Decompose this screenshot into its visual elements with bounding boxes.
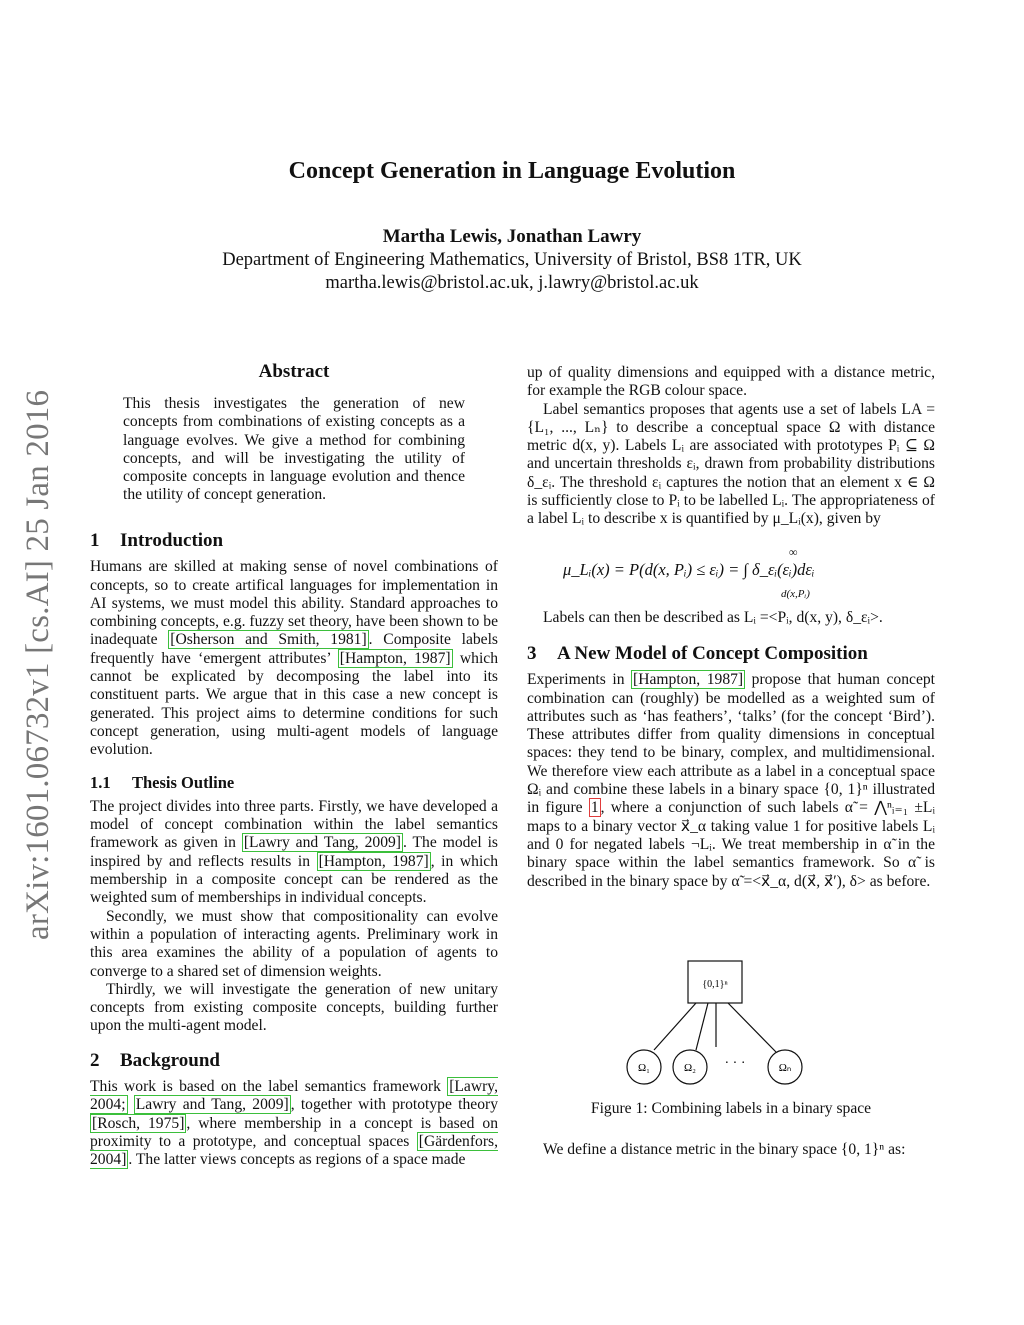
- ellipsis: · · ·: [724, 1056, 746, 1071]
- paper-authors: Martha Lewis, Jonathan Lawry: [382, 226, 642, 247]
- citation-link[interactable]: [Osherson and Smith, 1981]: [170, 631, 367, 649]
- integral-upper-limit: ∞: [789, 544, 798, 559]
- paper-title: Concept Generation in Language Evolution: [288, 158, 736, 184]
- equation-text: μ_Lᵢ(x) = P(d(x, Pᵢ) ≤ εᵢ) = ∫ δ_εᵢ(εᵢ)dεᵢ: [563, 559, 815, 579]
- integral-lower-limit: d(x,Pᵢ): [781, 587, 810, 600]
- edge-2: [696, 1003, 708, 1050]
- section-3-heading: 3 A New Model of Concept Composition: [527, 642, 868, 664]
- citation-link[interactable]: [Lawry and Tang, 2009]: [243, 834, 401, 852]
- paper-emails: martha.lewis@bristol.ac.uk, j.lawry@bristol.ac.uk: [325, 273, 699, 293]
- right-column: [527, 364, 935, 891]
- abstract-text: This thesis investigates the generation of new concepts from combinations of existing concepts as a language evolves. We give a method for combining concepts, and will be investigating the utility of composite concepts in language evolution and thence the utility of concept generation.: [123, 395, 465, 504]
- citation-link[interactable]: [Hampton, 1987]: [633, 671, 744, 689]
- citation-link[interactable]: [Hampton, 1987]: [318, 852, 429, 870]
- subsection-1-1-heading: 1.1 Thesis Outline: [90, 772, 235, 792]
- figure-1-caption: Figure 1: Combining labels in a binary space: [590, 1100, 872, 1117]
- edge-1: [654, 1003, 696, 1050]
- edge-4: [728, 1003, 776, 1052]
- section-1-heading: 1 Introduction: [90, 530, 224, 551]
- paper-affiliation: Department of Engineering Mathematics, University of Bristol, BS8 1TR, UK: [222, 250, 802, 270]
- section-1-paragraph: Humans are skilled at making sense of novel combinations of concepts, so to create artifical languages for implementation in AI systems, we must model this ability. Standard approaches to combining concepts, e.g. fuzzy set theory, have been shown to be inadequate [Osherson and Smith, 1981] . Composite labels frequently have ‘emergent attributes’ [Hampton, 1987] which cannot be explicated by decomposing the label into its constituent parts. We argue that in this case a new concept is generated. This project aims to determine conditions for such concept generation, using multi-agent models of language evolution.: [90, 558, 498, 759]
- citation-link[interactable]: [Rosch, 1975]: [92, 1114, 185, 1132]
- node-label: Ω₁: [637, 1062, 651, 1074]
- subsection-1-1-paragraph-1: The project divides into three parts. Firstly, we have developed a model of concept combination within the label semantics framework as given in [Lawry and Tang, 2009] . The model is inspired by and reflects results in [Hampton, 1987] , in which membership in a composite concept can be rendered as the weighted sum of memberships in individual concepts.: [90, 797, 498, 907]
- abstract-heading: Abstract: [258, 361, 330, 382]
- figure-link[interactable]: 1: [590, 799, 599, 817]
- section-2-heading: 2 Background: [90, 1049, 220, 1071]
- membership-equation: [527, 539, 935, 609]
- citation-link[interactable]: [Hampton, 1987]: [339, 649, 451, 667]
- citation-link[interactable]: Lawry and Tang, 2009]: [135, 1096, 289, 1114]
- figure-1-diagram: [600, 955, 830, 1090]
- section-3-paragraph: Experiments in [Hampton, 1987] propose that human concept combination can (roughly) be modelled as a weighted sum of attributes such as ‘has feathers’, ‘talks’ (for the concept ‘Bird’). These attributes differ from quality dimensions in conceptual spaces: they tend to be binary, complex, and multidimensional. We therefore view each attribute as a label in a conceptual space Ωᵢ and combine these labels in a binary space {0, 1}ⁿ illustrated in figure 1 , where a conjunction of such labels α̃ = ⋀ⁿᵢ₌₁ ±Lᵢ maps to a binary vector x⃗_α taking value 1 for positive labels Lᵢ and 0 for negated labels ¬Lᵢ. We treat membership in α̃ in the binary space within the label semantics framework. So α̃ is described in the binary space by α̃ =<x⃗_α, d(x⃗, x⃗′), δ> as before.: [527, 671, 935, 890]
- subsection-1-1-paragraph-2: Secondly, we must show that compositionality can evolve within a population of interacting agents. Preliminary work in this area examines the ability of a population of agents to converge to a shared set of dimension weights.: [90, 907, 498, 980]
- subsection-1-1-paragraph-3: Thirdly, we will investigate the generation of new unitary concepts from existing composite concepts, building further upon the multi-agent model.: [90, 980, 498, 1035]
- right-paragraph-1: Label semantics proposes that agents use a set of labels LA = {L₁, ..., Lₙ} to describe a conceptual space Ω with distance metric d(x, y). Labels Lᵢ are associated with prototypes Pᵢ ⊆ Ω and uncertain thresholds εᵢ, drawn from probability distributions δ_εᵢ. The threshold εᵢ captures the notion that an element x ∈ Ω is sufficiently close to Pᵢ to be labelled Lᵢ. The appropriateness of a label Lᵢ to describe x is quantified by μ_Lᵢ(x), given by: [527, 400, 935, 528]
- right-paragraph-0: up of quality dimensions and equipped with a distance metric, for example the RGB colour space.: [527, 364, 935, 400]
- section-2-paragraph: This work is based on the label semantics framework [Lawry, 2004; Lawry and Tang, 2009] , together with prototype theory [Rosch, 1975] , where membership in a concept is based on proximity to a prototype, and conceptual spaces [Gärdenfors, 2004] . The latter views concepts as regions of a space made: [90, 1078, 498, 1169]
- citation-link[interactable]: [Gärdenfors, 2004]: [90, 1132, 498, 1169]
- node-label: Ωₙ: [778, 1062, 792, 1074]
- closing-sentence: We define a distance metric in the binary space {0, 1}ⁿ as:: [543, 1141, 906, 1158]
- binary-space-label: {0,1}ⁿ: [702, 979, 728, 990]
- arxiv-identifier: arXiv:1601.06732v1 [cs.AI] 25 Jan 2016: [20, 389, 56, 940]
- right-paragraph-2: Labels can then be described as Lᵢ =<Pᵢ, d(x, y), δ_εᵢ>.: [543, 608, 883, 626]
- node-label: Ω₂: [683, 1062, 697, 1074]
- citation-link[interactable]: [Lawry, 2004;: [90, 1078, 498, 1114]
- section-1: [90, 532, 498, 1170]
